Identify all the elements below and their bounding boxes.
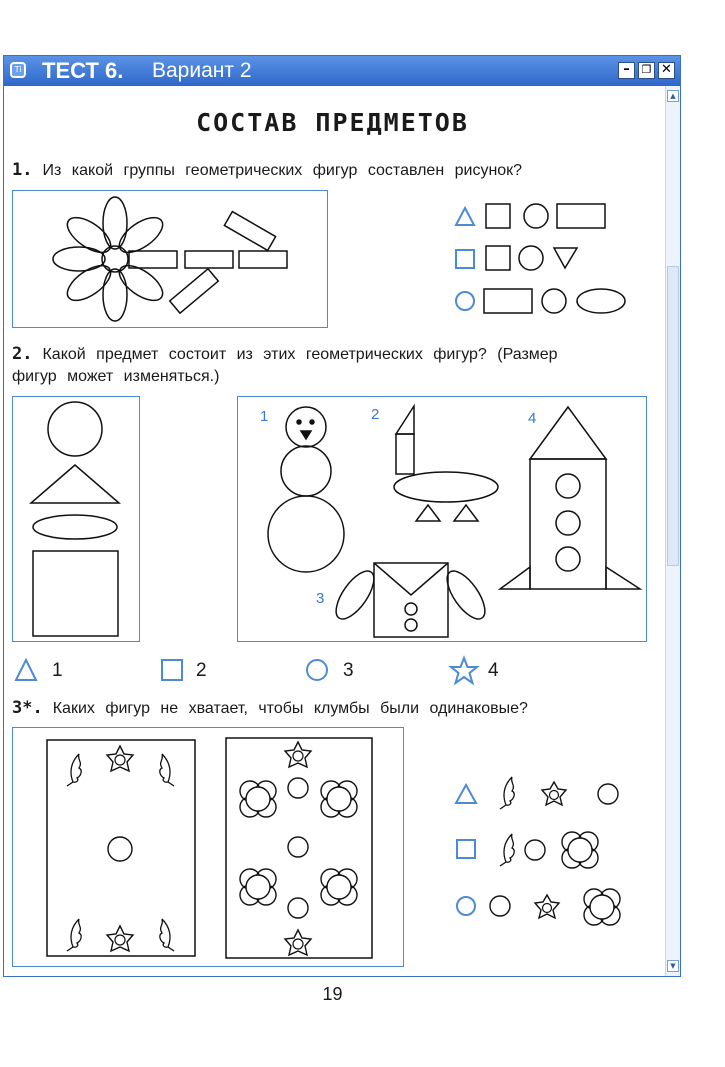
option-rectangle <box>484 289 532 313</box>
q2-option-label[interactable]: 1 <box>52 660 63 681</box>
figure-number: 2 <box>371 406 380 423</box>
question-3 <box>12 698 528 718</box>
figure-number: 4 <box>528 410 537 427</box>
option-square <box>486 204 510 228</box>
triangle-icon <box>456 785 476 803</box>
q2-option-label[interactable]: 3 <box>343 660 354 681</box>
question-text: фигур может изменяться.) <box>12 368 220 385</box>
square-icon <box>456 250 474 268</box>
option-circle <box>524 204 548 228</box>
snowman-eye <box>297 420 301 424</box>
shape-square <box>33 551 118 636</box>
test-title: ТЕСТ 6. <box>42 58 124 83</box>
question-2-line2 <box>12 368 219 386</box>
snowman-base <box>268 496 344 572</box>
q2-option-label[interactable]: 4 <box>488 660 499 681</box>
shirt-body <box>374 563 448 637</box>
stem-rectangle <box>185 251 233 268</box>
leaf-rectangle <box>224 212 275 251</box>
q2-shapes <box>13 397 141 643</box>
q3-options[interactable] <box>450 765 640 935</box>
snowman-body <box>281 446 331 496</box>
vertical-scrollbar[interactable] <box>665 86 680 976</box>
star-icon[interactable] <box>449 656 479 686</box>
flowerbed-left <box>47 740 195 956</box>
bird-neck <box>396 434 414 474</box>
bird-leg <box>416 505 440 521</box>
scroll-down-icon[interactable]: ▼ <box>667 960 679 972</box>
circle-icon[interactable] <box>305 658 329 682</box>
rocket-fin <box>500 567 530 589</box>
question-text: Каких фигур не хватает, чтобы клумбы были одинаковые? <box>52 700 528 717</box>
rocket-nose <box>530 407 606 459</box>
question-2-line1 <box>12 344 558 364</box>
question-1 <box>12 160 522 180</box>
q3-flowerbeds-box <box>12 727 404 967</box>
flower-petal <box>62 259 117 307</box>
minimize-icon[interactable]: – <box>618 62 635 79</box>
triangle-icon <box>456 208 474 225</box>
flower-petal <box>114 211 169 259</box>
flower-picture <box>13 191 329 329</box>
q1-options[interactable] <box>450 195 640 325</box>
rocket-window <box>556 474 580 498</box>
variant-title: Вариант 2 <box>152 59 252 82</box>
q1-picture-box <box>12 190 328 328</box>
square-icon[interactable] <box>160 658 184 682</box>
option-square <box>486 246 510 270</box>
close-icon[interactable]: ✕ <box>658 62 675 79</box>
stem-rectangle <box>129 251 177 268</box>
flowerbeds <box>13 728 405 968</box>
bird-beak <box>396 406 414 434</box>
bird-leg <box>454 505 478 521</box>
shape-triangle <box>31 465 119 503</box>
question-number: 3*. <box>12 698 43 718</box>
figure-number: 3 <box>316 590 325 607</box>
rocket-fin <box>606 567 640 589</box>
small-circle <box>108 837 132 861</box>
flower-petal <box>53 247 105 271</box>
shirt-sleeve <box>329 565 381 625</box>
square-icon <box>457 840 475 858</box>
rocket-window <box>556 547 580 571</box>
circle-icon <box>457 897 475 915</box>
rocket-window <box>556 511 580 535</box>
stem-rectangle <box>239 251 287 268</box>
q2-option-label[interactable]: 2 <box>196 660 207 681</box>
q2-objects <box>238 397 648 643</box>
question-text: Какой предмет состоит из этих геометрических фигур? (Размер <box>42 346 558 363</box>
shirt-button <box>405 603 417 615</box>
option-rectangle <box>557 204 605 228</box>
scroll-thumb[interactable] <box>667 266 679 566</box>
circle-icon <box>456 292 474 310</box>
page-number: 19 <box>322 984 343 1004</box>
flower-petal <box>103 197 127 249</box>
snowman-nose <box>301 431 311 439</box>
leaf-rectangle <box>170 269 219 313</box>
snowman-eye <box>310 420 314 424</box>
bird-body <box>394 472 498 502</box>
snowman-head <box>286 407 326 447</box>
q2-shapes-box <box>12 396 140 642</box>
rocket-body <box>530 459 606 589</box>
shape-oval <box>33 515 117 539</box>
small-circle <box>288 898 308 918</box>
flower-center-circle <box>102 246 128 272</box>
app-logo-icon: Ti <box>10 62 26 78</box>
page-title: СОСТАВ ПРЕДМЕТОВ <box>196 108 469 137</box>
question-number: 1. <box>12 160 33 180</box>
option-circle <box>519 246 543 270</box>
shirt-collar <box>374 563 448 595</box>
small-circle <box>288 837 308 857</box>
scroll-up-icon[interactable]: ▲ <box>667 90 679 102</box>
option-triangle <box>554 248 577 268</box>
flowerbed-right <box>226 738 372 958</box>
shirt-button <box>405 619 417 631</box>
question-text: Из какой группы геометрических фигур составлен рисунок? <box>42 162 523 179</box>
shape-circle <box>48 402 102 456</box>
triangle-icon[interactable] <box>14 658 38 682</box>
restore-icon[interactable]: ❐ <box>638 62 655 79</box>
small-circle <box>288 778 308 798</box>
flower-petal <box>114 259 169 307</box>
figure-number: 1 <box>260 408 269 425</box>
option-circle <box>542 289 566 313</box>
title-bar[interactable] <box>4 56 680 86</box>
option-oval <box>577 289 625 313</box>
flower-petal <box>62 211 117 259</box>
q2-objects-box <box>237 396 647 642</box>
question-number: 2. <box>12 344 33 364</box>
flower-petal <box>103 269 127 321</box>
